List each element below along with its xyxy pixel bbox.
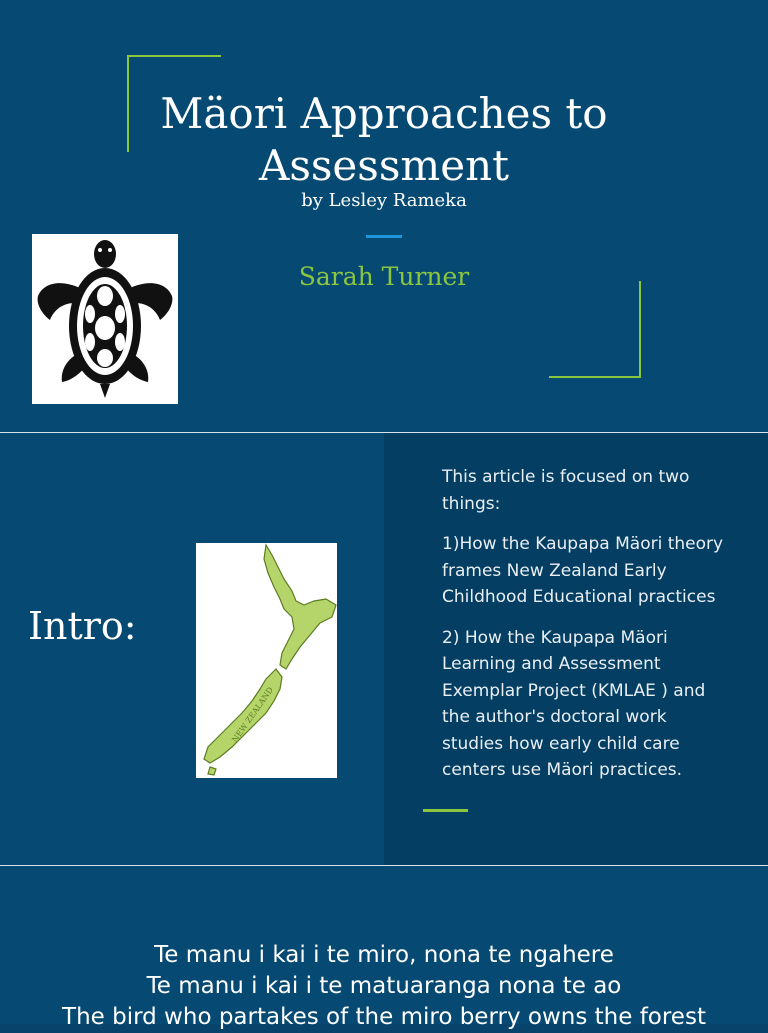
summary-paragraph-1: This article is focused on two things:: [442, 467, 690, 514]
summary-paragraph-2: 1)How the Kaupapa Mäori theory frames New Zealand Early Childhood Educational practices: [442, 534, 724, 607]
turtle-image: [32, 234, 178, 404]
author-name: Sarah Turner: [298, 262, 470, 291]
slide-title: Mäori Approaches to Assessment: [160, 89, 608, 190]
accent-dash: [423, 809, 468, 812]
summary-paragraph-3: 2) How the Kaupapa Mäori Learning and Assessment Exemplar Project (KMLAE ) and the author's doctoral work studies how early child care centers use Mäori practices.: [442, 627, 706, 780]
slide-subtitle: by Lesley Rameka: [301, 190, 467, 211]
intro-heading: Intro:: [28, 604, 137, 648]
quote-line-1: Te manu i kai i te miro, nona te ngahere: [154, 942, 614, 968]
title-divider: [366, 235, 402, 238]
new-zealand-map-icon: [196, 543, 337, 778]
map-label: NEW ZEALAND: [230, 685, 276, 745]
quote-line-2: Te manu i kai i te matuaranga nona te ao: [146, 973, 622, 999]
new-zealand-map-image: [196, 543, 337, 778]
article-summary: [442, 464, 732, 798]
bottom-right-bracket: [549, 281, 641, 378]
turtle-icon: [32, 234, 178, 404]
quote-line-3: The bird who partakes of the miro berry owns the forest: [62, 1004, 706, 1030]
maori-proverb: [0, 940, 768, 1033]
